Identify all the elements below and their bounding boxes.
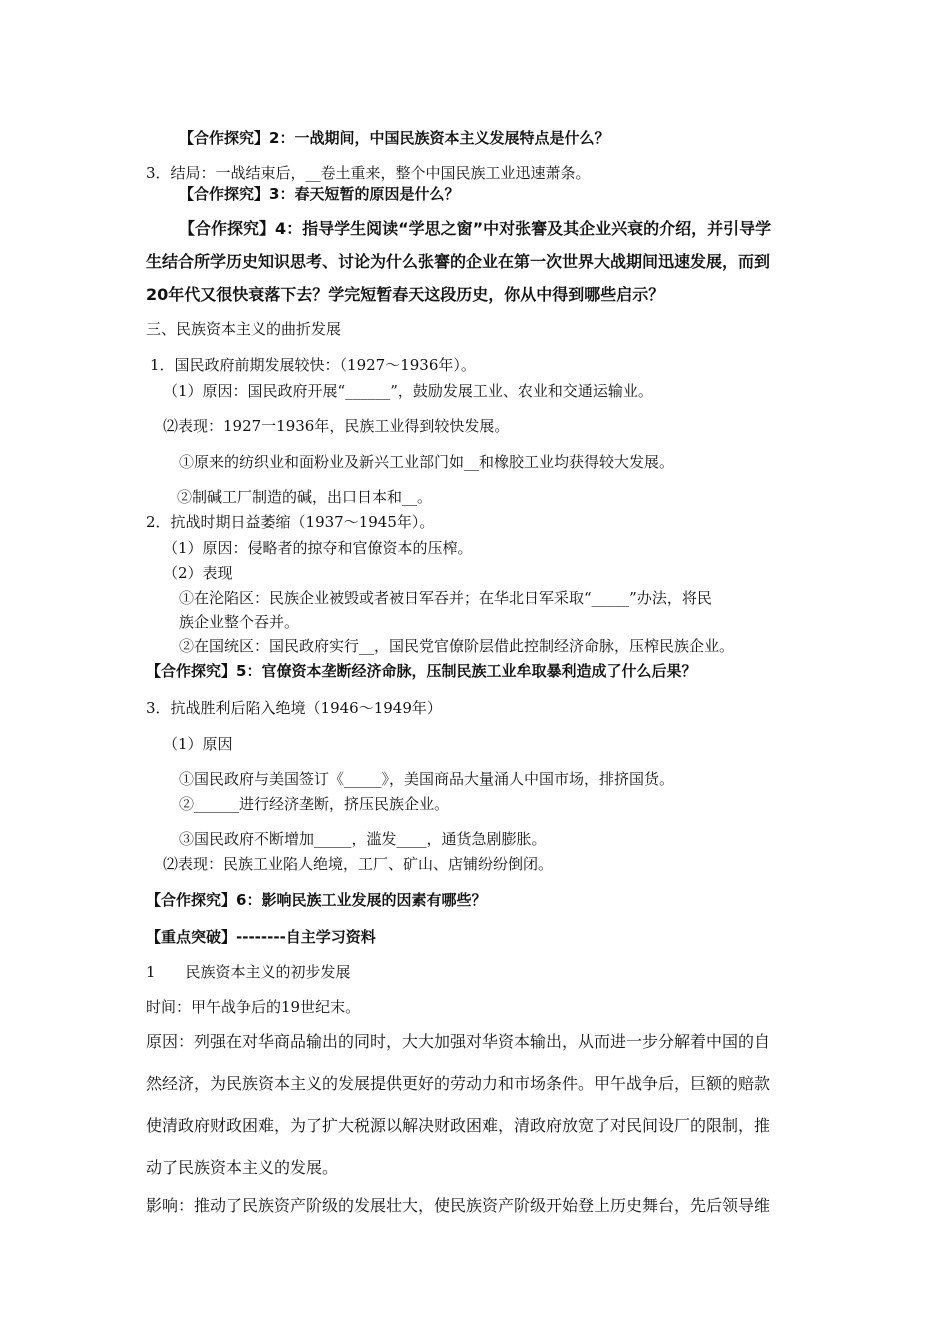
study-item-1-heading: 1 民族资本主义的初步发展 bbox=[146, 963, 351, 981]
item-1-performance: ⑵表现：1927一1936年，民族工业得到较快发展。 bbox=[163, 417, 510, 435]
reason-paragraph-line-4: 动了民族资本主义的发展。 bbox=[146, 1158, 339, 1177]
reason-paragraph-line-3: 使清政府财政困难，为了扩大税源以解决财政困难，清政府放宽了对民间设厂的限制，推 bbox=[146, 1116, 771, 1135]
key-breakthrough-heading: 【重点突破】--------自主学习资料 bbox=[146, 928, 376, 946]
item-1-performance-b: ②制碱工厂制造的碱，出口日本和__。 bbox=[177, 488, 433, 506]
reason-paragraph-line-2: 然经济，为民族资本主义的发展提供更好的劳动力和市场条件。甲午战争后，巨额的赔款 bbox=[146, 1074, 771, 1093]
exploration-question-5: 【合作探究】5：官僚资本垄断经济命脉，压制民族工业牟取暴利造成了什么后果？ bbox=[146, 662, 697, 680]
item-2-reason: （1）原因：侵略者的掠夺和官僚资本的压榨。 bbox=[163, 539, 473, 557]
exploration-question-4: 【合作探究】4：指导学生阅读“学思之窗”中对张謇及其企业兴衰的介绍，并引导学 bbox=[179, 219, 772, 238]
section-heading-3: 三、民族资本主义的曲折发展 bbox=[146, 320, 342, 338]
item-1-heading: 1．国民政府前期发展较快：（1927～1936年）。 bbox=[150, 356, 476, 374]
item-2-performance-a: ①在沦陷区：民族企业被毁或者被日军吞并；在华北日军采取“_____”办法，将民 bbox=[179, 589, 712, 607]
reason-paragraph-line-1: 原因：列强在对华商品输出的同时，大大加强对华资本输出，从而进一步分解着中国的自 bbox=[146, 1032, 771, 1051]
exploration-question-6: 【合作探究】6：影响民族工业发展的因素有哪些？ bbox=[146, 891, 487, 909]
item-1-reason: （1）原因：国民政府开展“______”，鼓励发展工业、农业和交通运输业。 bbox=[163, 382, 653, 400]
item-3-reason-c: ③国民政府不断增加_____，滥发____，通货急剧膨胀。 bbox=[179, 830, 547, 848]
impact-paragraph-line-1: 影响：推动了民族资产阶级的发展壮大，使民族资产阶级开始登上历史舞台，先后领导维 bbox=[146, 1196, 771, 1215]
item-1-performance-a: ①原来的纺织业和面粉业及新兴工业部门如__和橡胶工业均获得较大发展。 bbox=[179, 453, 675, 471]
item-3-heading: 3．抗战胜利后陷入绝境（1946～1949年） bbox=[146, 699, 442, 717]
item-2-performance-b: ②在国统区：国民政府实行__，国民党官僚阶层借此控制经济命脉，压榨民族企业。 bbox=[179, 637, 735, 655]
time-line: 时间：甲午战争后的19世纪末。 bbox=[146, 998, 361, 1016]
exploration-question-2: 【合作探究】2：一战期间，中国民族资本主义发展特点是什么？ bbox=[179, 129, 610, 147]
item-2-heading: 2．抗战时期日益萎缩（1937～1945年）。 bbox=[146, 513, 435, 531]
item-3-reason-b: ②______进行经济垄断，挤压民族企业。 bbox=[179, 795, 450, 813]
item-3-performance: ⑵表现：民族工业陷人绝境，工厂、矿山、店铺纷纷倒闭。 bbox=[163, 855, 554, 873]
item-3-reason: （1）原因 bbox=[163, 735, 233, 753]
item-2-performance-a-cont: 族企业整个吞并。 bbox=[179, 613, 300, 631]
item-3-reason-a: ①国民政府与美国签订《_____》，美国商品大量涌人中国市场，排挤国货。 bbox=[179, 770, 675, 788]
exploration-question-4-cont-2: 20年代又很快衰落下去？学完短暂春天这段历史，你从中得到哪些启示？ bbox=[146, 285, 665, 304]
item-2-performance: （2）表现 bbox=[163, 564, 233, 582]
exploration-question-3: 【合作探究】3：春天短暂的原因是什么？ bbox=[179, 185, 460, 203]
exploration-question-4-cont-1: 生结合所学历史知识思考、讨论为什么张謇的企业在第一次世界大战期间迅速发展，而到 bbox=[146, 252, 771, 271]
outcome-line: 3．结局：一战结束后，__卷土重来，整个中国民族工业迅速萧条。 bbox=[146, 164, 591, 182]
